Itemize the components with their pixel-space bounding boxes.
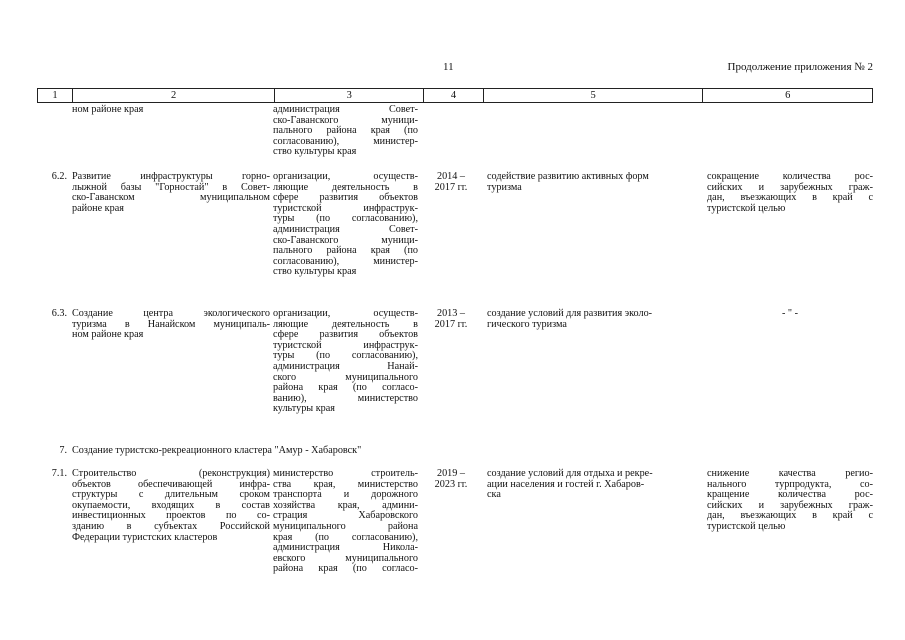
text-line: создание условий для развития эколо- (487, 308, 653, 319)
text-line: края (по согласованию), (273, 531, 418, 543)
text-line: культуры края (273, 403, 335, 415)
text-line: гического туризма (487, 318, 567, 330)
text-line: района края (по согласо- (273, 382, 418, 394)
text-line: окупаемости, входящих в состав (72, 499, 270, 511)
text-line: страция Хабаровского (273, 510, 418, 522)
text-line: туристской инфраструк- (273, 339, 418, 351)
text-line: администрация Никола- (273, 542, 418, 554)
text-line: согласованию), министер- (273, 255, 418, 267)
text-line: 2023 гг. (434, 478, 468, 490)
text-line: лыжной базы "Горностай" в Совет- (72, 181, 270, 193)
text-line: транспорта и дорожного (273, 489, 418, 501)
row-result-cell (487, 469, 703, 501)
text-line: туристской инфраструк- (273, 202, 418, 214)
text-line: туры (по согласованию), (273, 350, 418, 362)
text-line: района края (по согласо- (273, 563, 418, 575)
header-col-2: 2 (73, 89, 276, 102)
row-consequence-cell (707, 172, 873, 214)
text-line: туристской целью (707, 202, 786, 214)
text-line: сфере развития объектов (273, 329, 418, 341)
section-number: 7. (59, 445, 67, 456)
text-line: структуры с длительным сроком (72, 489, 270, 501)
row-executor-cell (273, 469, 418, 575)
text-line: администрация Совет- (273, 104, 418, 115)
ditto-mark: - " - (781, 308, 799, 319)
text-line: евского муниципального (273, 552, 418, 564)
text-line: ванию), министерство (273, 392, 418, 404)
text-line: пального района края (по (273, 125, 418, 137)
text-line: ска (487, 489, 501, 501)
text-line: 2017 гг. (434, 318, 468, 330)
text-line: дан, въезжающих в край с (707, 510, 873, 522)
row-executor-cell (273, 309, 418, 415)
text-line: ляющие деятельность в (273, 181, 418, 193)
text-line: администрация Нанай- (273, 360, 418, 372)
text-line: пального района края (по (273, 245, 418, 257)
header-col-5: 5 (484, 89, 703, 102)
row-activity-cell (72, 105, 270, 116)
header-col-1: 1 (38, 89, 73, 102)
text-line: Строительство (реконструкция) (72, 468, 270, 479)
text-line: муниципального района (273, 520, 418, 532)
text-line: Создание центра экологического (72, 308, 270, 319)
row-executor-cell (273, 172, 418, 278)
text-line: ации населения и гостей г. Хабаров- (487, 478, 645, 490)
text-line: 2019 – (436, 468, 465, 479)
text-line: ство культуры края (273, 266, 357, 278)
text-line: организации, осуществ- (273, 171, 418, 182)
row-consequence-cell (707, 309, 873, 320)
text-line: ства края, министерство (273, 478, 418, 490)
text-line: ского муниципального (273, 371, 418, 383)
text-line: сфере развития объектов (273, 192, 418, 204)
text-line: сокращение количества рос- (707, 171, 873, 182)
text-line: ляющие деятельность в (273, 318, 418, 330)
row-number: 6.2. (51, 171, 67, 182)
row-result-cell (487, 309, 703, 330)
row-period-cell (425, 172, 477, 193)
text-line: туры (по согласованию), (273, 213, 418, 225)
row-period-cell (425, 469, 477, 490)
text-line: сийских и зарубежных граж- (707, 181, 873, 193)
row-executor-cell (273, 105, 418, 158)
text-line: ско-Гаванского муници- (273, 114, 418, 126)
text-line: кращение количества рос- (707, 489, 873, 501)
text-line: снижение качества регио- (707, 468, 873, 479)
text-line: сийских и зарубежных граж- (707, 499, 873, 511)
row-activity-cell (72, 172, 270, 214)
text-line: туристской целью (707, 520, 786, 532)
text-line: организации, осуществ- (273, 308, 418, 319)
text-line: ско-Гаванском муниципальном (72, 192, 270, 204)
row-result-cell (487, 172, 703, 193)
text-line: администрация Совет- (273, 223, 418, 235)
text-line: туризма в Нанайском муниципаль- (72, 318, 270, 330)
text-line: нального турпродукта, со- (707, 478, 873, 490)
row-number: 6.3. (51, 308, 67, 319)
text-line: Развитие инфраструктуры горно- (72, 171, 270, 182)
continuation-label: Продолжение приложения № 2 (727, 61, 873, 73)
section-title: Создание туристско-рекреационного кластера "Амур - Хабаровск" (72, 445, 362, 456)
table-header (37, 88, 873, 103)
text-line: районе края (72, 202, 124, 214)
text-line: объектов обеспечивающей инфра- (72, 478, 270, 490)
text-line: министерство строитель- (273, 468, 418, 479)
text-line: дан, въезжающих в край с (707, 192, 873, 204)
text-line: 2017 гг. (434, 181, 468, 193)
text-line: согласованию), министер- (273, 135, 418, 147)
text-line: ном районе края (72, 329, 144, 341)
text-line: 2013 – (436, 308, 465, 319)
text-line: создание условий для отдыха и рекре- (487, 468, 653, 479)
text-line: инвестиционных проектов по со- (72, 510, 270, 522)
text-line: Федерации туристских кластеров (72, 531, 218, 543)
row-period-cell (425, 309, 477, 330)
row-activity-cell (72, 309, 270, 341)
text-line: туризма (487, 181, 522, 193)
row-consequence-cell (707, 469, 873, 533)
page-number: 11 (443, 61, 454, 73)
header-col-6: 6 (785, 90, 791, 101)
row-activity-cell (72, 469, 270, 543)
text-line: зданию в субъектах Российской (72, 520, 270, 532)
text-line: хозяйства края, админи- (273, 499, 418, 511)
text-line: ско-Гаванского муници- (273, 234, 418, 246)
text-line: содействие развитию активных форм (487, 171, 649, 182)
text-line: ном районе края (72, 104, 144, 115)
row-number: 7.1. (51, 468, 67, 479)
text-line: ство культуры края (273, 146, 357, 158)
text-line: 2014 – (436, 171, 465, 182)
header-col-3: 3 (275, 89, 424, 102)
header-col-4: 4 (424, 89, 484, 102)
